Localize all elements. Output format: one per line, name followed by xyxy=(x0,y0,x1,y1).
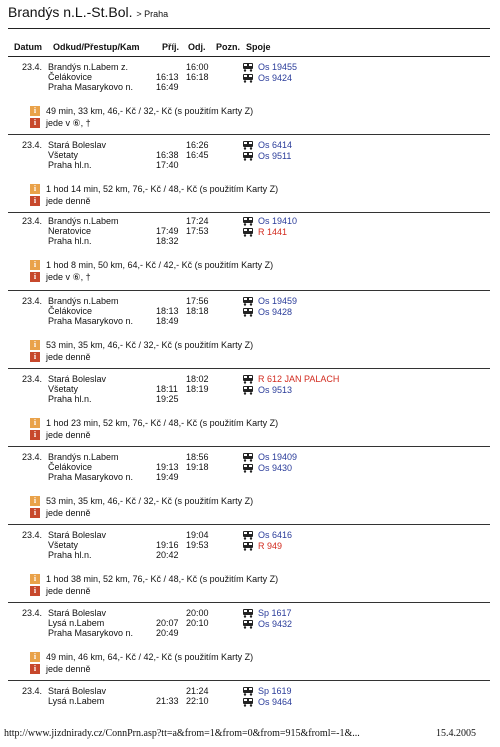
connection-block xyxy=(0,374,500,446)
train-link[interactable]: Os 19410 xyxy=(258,216,298,226)
stop-name: Lysá n.Labem xyxy=(48,618,105,628)
train-link[interactable]: Os 19459 xyxy=(258,296,298,306)
train-icon xyxy=(242,697,254,707)
stop-name: Praha hl.n. xyxy=(48,550,92,560)
stop-name: Stará Boleslav xyxy=(48,140,107,150)
train-link[interactable]: Sp 1619 xyxy=(258,686,292,696)
train-icon xyxy=(242,374,254,384)
departure-time: 18:18 xyxy=(186,306,209,316)
departure-time: 16:45 xyxy=(186,150,209,160)
train-link[interactable]: Os 9464 xyxy=(258,697,293,707)
arrival-time: 17:40 xyxy=(156,160,179,170)
block-separator xyxy=(8,602,490,603)
arrival-time: 16:38 xyxy=(156,150,179,160)
col-datum: Datum xyxy=(14,42,43,52)
train-link[interactable]: Os 6414 xyxy=(258,140,293,150)
connection-block xyxy=(0,296,500,368)
connection-date: 23.4. xyxy=(22,608,43,618)
arrival-time: 19:49 xyxy=(156,472,179,482)
arrival-time: 19:13 xyxy=(156,462,179,472)
train-link[interactable]: Os 19455 xyxy=(258,62,298,72)
train-icon xyxy=(242,608,254,618)
connection-date: 23.4. xyxy=(22,216,43,226)
departure-time: 18:19 xyxy=(186,384,209,394)
stop-name: Praha hl.n. xyxy=(48,236,92,246)
route-title: Brandýs n.L.-St.Bol. xyxy=(8,4,133,20)
connection-note: jede denně xyxy=(46,586,91,596)
stop-name: Všetaty xyxy=(48,150,79,160)
connection-note: jede denně xyxy=(46,196,91,206)
departure-time: 18:56 xyxy=(186,452,209,462)
train-icon xyxy=(242,541,254,551)
departure-time: 18:02 xyxy=(186,374,209,384)
col-odj: Odj. xyxy=(188,42,206,52)
block-separator xyxy=(8,524,490,525)
arrival-time: 19:16 xyxy=(156,540,179,550)
block-separator xyxy=(8,212,490,213)
train-icon xyxy=(242,530,254,540)
connection-block xyxy=(0,608,500,680)
block-separator xyxy=(8,680,490,681)
stop-name: Praha Masarykovo n. xyxy=(48,82,134,92)
stop-name: Čelákovice xyxy=(48,306,93,316)
stop-name: Praha Masarykovo n. xyxy=(48,316,134,326)
note-icon: i xyxy=(30,508,40,518)
info-icon: i xyxy=(30,184,40,194)
train-link[interactable]: Os 9424 xyxy=(258,73,293,83)
departure-time: 19:18 xyxy=(186,462,209,472)
connection-note: jede denně xyxy=(46,664,91,674)
stop-name: Stará Boleslav xyxy=(48,530,107,540)
col-spoje: Spoje xyxy=(246,42,271,52)
connection-block xyxy=(0,686,500,726)
header-rule xyxy=(8,28,490,29)
col-odkud: Odkud/Přestup/Kam xyxy=(53,42,140,52)
stop-name: Čelákovice xyxy=(48,72,93,82)
connection-date: 23.4. xyxy=(22,530,43,540)
train-icon xyxy=(242,686,254,696)
info-icon: i xyxy=(30,652,40,662)
stop-name: Lysá n.Labem xyxy=(48,696,105,706)
arrival-time: 16:49 xyxy=(156,82,179,92)
connection-block xyxy=(0,452,500,524)
info-icon: i xyxy=(30,260,40,270)
stop-name: Brandýs n.Labem xyxy=(48,296,119,306)
stop-name: Všetaty xyxy=(48,384,79,394)
departure-time: 22:10 xyxy=(186,696,209,706)
departure-time: 19:04 xyxy=(186,530,209,540)
stop-name: Praha Masarykovo n. xyxy=(48,628,134,638)
stop-name: Praha hl.n. xyxy=(48,160,92,170)
departure-time: 17:56 xyxy=(186,296,209,306)
connection-info: 53 min, 35 km, 46,- Kč / 32,- Kč (s použitím Karty Z) xyxy=(46,340,254,350)
train-link[interactable]: R 949 xyxy=(258,541,283,551)
stop-name: Všetaty xyxy=(48,540,79,550)
train-link[interactable]: Os 19409 xyxy=(258,452,298,462)
arrival-time: 20:07 xyxy=(156,618,179,628)
train-icon xyxy=(242,216,254,226)
stop-name: Brandýs n.Labem z. xyxy=(48,62,129,72)
departure-time: 16:18 xyxy=(186,72,209,82)
connection-date: 23.4. xyxy=(22,140,43,150)
arrival-time: 21:33 xyxy=(156,696,179,706)
connection-date: 23.4. xyxy=(22,686,43,696)
info-icon: i xyxy=(30,574,40,584)
departure-time: 20:10 xyxy=(186,618,209,628)
block-separator xyxy=(8,290,490,291)
note-icon: i xyxy=(30,352,40,362)
connection-note: jede denně xyxy=(46,430,91,440)
train-icon xyxy=(242,73,254,83)
train-icon xyxy=(242,452,254,462)
train-icon xyxy=(242,62,254,72)
train-icon xyxy=(242,296,254,306)
train-link[interactable]: R 612 JAN PALACH xyxy=(258,374,340,384)
stop-name: Stará Boleslav xyxy=(48,686,107,696)
departure-time: 19:53 xyxy=(186,540,209,550)
train-link[interactable]: Os 9428 xyxy=(258,307,293,317)
train-link[interactable]: R 1441 xyxy=(258,227,288,237)
connection-note: jede v ⑥, † xyxy=(46,272,91,282)
connection-note: jede denně xyxy=(46,352,91,362)
note-icon: i xyxy=(30,586,40,596)
train-link[interactable]: Os 9430 xyxy=(258,463,293,473)
block-separator xyxy=(8,446,490,447)
stop-name: Čelákovice xyxy=(48,462,93,472)
train-icon xyxy=(242,619,254,629)
connection-block xyxy=(0,530,500,602)
train-link[interactable]: Os 9432 xyxy=(258,619,293,629)
connection-info: 1 hod 8 min, 50 km, 64,- Kč / 42,- Kč (s použitím Karty Z) xyxy=(46,260,274,270)
footer-date: 15.4.2005 xyxy=(436,728,476,739)
info-icon: i xyxy=(30,340,40,350)
connection-info: 49 min, 33 km, 46,- Kč / 32,- Kč (s použitím Karty Z) xyxy=(46,106,254,116)
train-link[interactable]: Os 6416 xyxy=(258,530,293,540)
arrival-time: 20:49 xyxy=(156,628,179,638)
info-icon: i xyxy=(30,496,40,506)
stop-name: Stará Boleslav xyxy=(48,374,107,384)
footer-url: http://www.jizdnirady.cz/ConnPrn.asp?tt=a&from=1&from=0&from=915&froml=-1&... xyxy=(4,728,360,739)
train-icon xyxy=(242,140,254,150)
connection-info: 49 min, 46 km, 64,- Kč / 42,- Kč (s použitím Karty Z) xyxy=(46,652,254,662)
connection-block xyxy=(0,62,500,134)
connection-block xyxy=(0,216,500,290)
departure-time: 17:53 xyxy=(186,226,209,236)
stop-name: Stará Boleslav xyxy=(48,608,107,618)
note-icon: i xyxy=(30,196,40,206)
arrival-time: 18:13 xyxy=(156,306,179,316)
col-prij: Příj. xyxy=(162,42,180,52)
train-icon xyxy=(242,227,254,237)
page-title xyxy=(8,4,168,20)
departure-time: 21:24 xyxy=(186,686,209,696)
info-icon: i xyxy=(30,418,40,428)
block-separator xyxy=(8,368,490,369)
arrival-time: 18:11 xyxy=(156,384,178,394)
arrival-time: 18:32 xyxy=(156,236,179,246)
stop-name: Brandýs n.Labem xyxy=(48,452,119,462)
block-separator xyxy=(8,134,490,135)
train-icon xyxy=(242,307,254,317)
train-icon xyxy=(242,463,254,473)
train-link[interactable]: Os 9511 xyxy=(258,151,292,161)
stop-name: Neratovice xyxy=(48,226,92,236)
connection-block xyxy=(0,140,500,212)
note-icon: i xyxy=(30,664,40,674)
departure-time: 16:26 xyxy=(186,140,209,150)
stop-name: Praha Masarykovo n. xyxy=(48,472,134,482)
note-icon: i xyxy=(30,118,40,128)
train-icon xyxy=(242,151,254,161)
arrival-time: 16:13 xyxy=(156,72,179,82)
train-icon xyxy=(242,385,254,395)
connection-info: 1 hod 14 min, 52 km, 76,- Kč / 48,- Kč (s použitím Karty Z) xyxy=(46,184,279,194)
connection-note: jede v ⑥, † xyxy=(46,118,91,128)
arrival-time: 19:25 xyxy=(156,394,179,404)
departure-time: 17:24 xyxy=(186,216,209,226)
connection-date: 23.4. xyxy=(22,452,43,462)
column-rule xyxy=(8,56,490,57)
departure-time: 20:00 xyxy=(186,608,209,618)
connection-date: 23.4. xyxy=(22,374,43,384)
connection-date: 23.4. xyxy=(22,296,43,306)
arrival-time: 17:49 xyxy=(156,226,179,236)
info-icon: i xyxy=(30,106,40,116)
route-destination: > Praha xyxy=(136,9,169,19)
stop-name: Brandýs n.Labem xyxy=(48,216,119,226)
connection-info: 1 hod 23 min, 52 km, 76,- Kč / 48,- Kč (s použitím Karty Z) xyxy=(46,418,279,428)
train-link[interactable]: Os 9513 xyxy=(258,385,293,395)
connection-info: 1 hod 38 min, 52 km, 76,- Kč / 48,- Kč (s použitím Karty Z) xyxy=(46,574,279,584)
stop-name: Praha hl.n. xyxy=(48,394,92,404)
connection-date: 23.4. xyxy=(22,62,43,72)
connection-info: 53 min, 35 km, 46,- Kč / 32,- Kč (s použitím Karty Z) xyxy=(46,496,254,506)
note-icon: i xyxy=(30,272,40,282)
col-pozn: Pozn. xyxy=(216,42,240,52)
connection-note: jede denně xyxy=(46,508,91,518)
arrival-time: 18:49 xyxy=(156,316,179,326)
note-icon: i xyxy=(30,430,40,440)
arrival-time: 20:42 xyxy=(156,550,179,560)
departure-time: 16:00 xyxy=(186,62,209,72)
train-link[interactable]: Sp 1617 xyxy=(258,608,292,618)
